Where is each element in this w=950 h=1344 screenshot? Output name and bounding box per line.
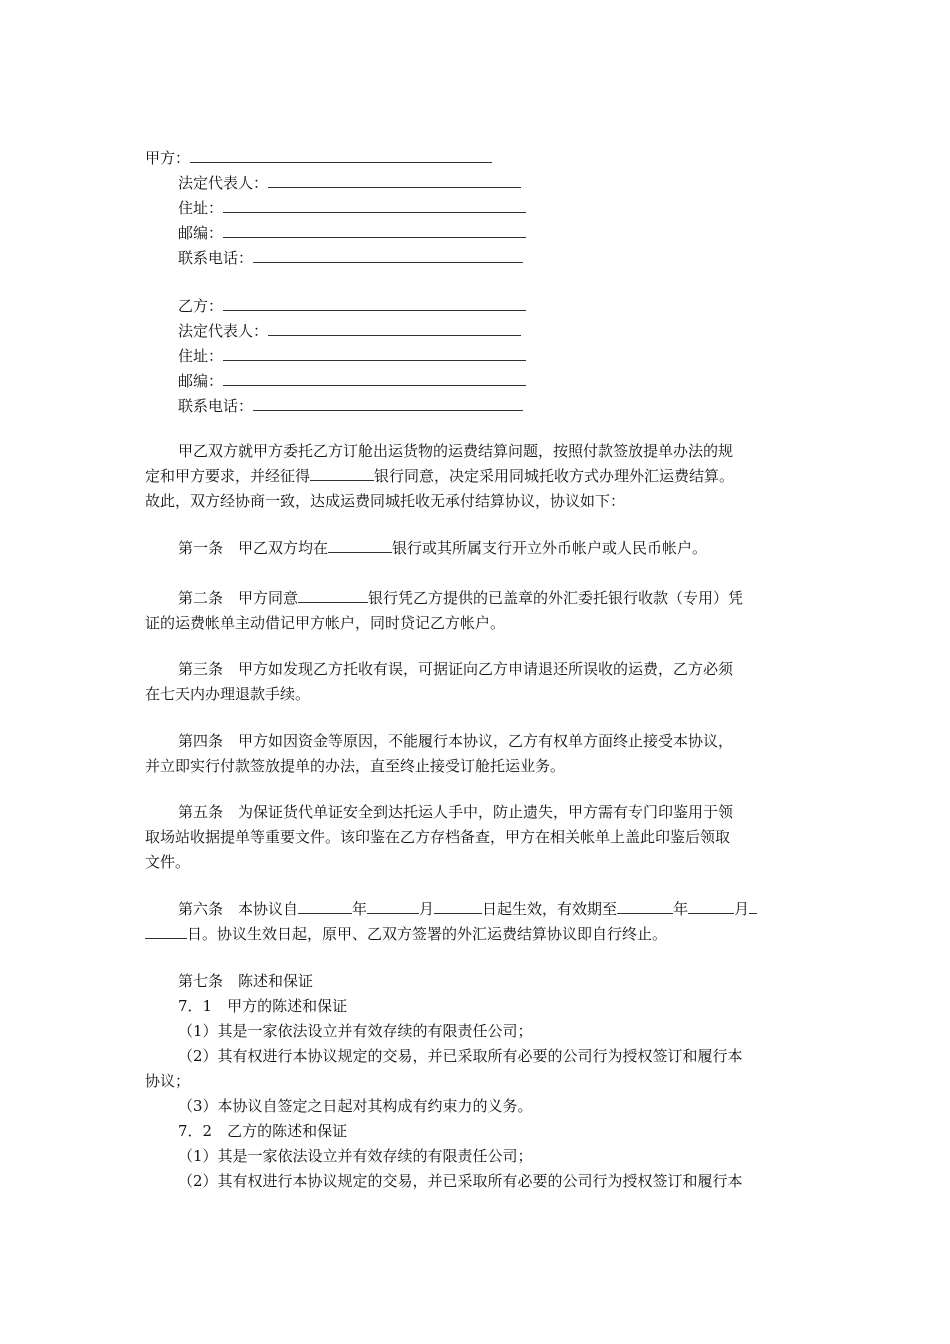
section-7-2-item-2: （2）其有权进行本协议规定的交易，并已采取所有必要的公司行为授权签订和履行本 <box>178 1172 743 1190</box>
party-a-addr-line <box>178 198 526 218</box>
article-2-line-2: 证的运费帐单主动借记甲方帐户，同时贷记乙方帐户。 <box>145 614 506 632</box>
section-7-1-item-2-cont: 协议； <box>145 1072 191 1090</box>
article-2-line-1: 第二条 甲方同意 银行凭乙方提供的已盖章的外汇委托银行收款（专用）凭 <box>178 589 744 607</box>
party-b-line <box>178 296 526 316</box>
party-a-zip-label: 邮编： <box>178 224 224 242</box>
article-6-line-1: 第六条 本协议自 年 月 日起生效，有效期至 年 月 <box>178 899 757 919</box>
party-a-label: 甲方： <box>145 149 191 167</box>
party-a-zip-line <box>178 223 526 243</box>
preamble-line-3: 故此，双方经协商一致，达成运费同城托收无承付结算协议，协议如下： <box>145 492 626 510</box>
section-7-2-item-1: （1）其是一家依法设立并有效存续的有限责任公司； <box>178 1147 533 1165</box>
article-4-line-2: 并立即实行付款签放提单的办法，直至终止接受订舱托运业务。 <box>145 757 566 775</box>
article-3-line-2: 在七天内办理退款手续。 <box>145 685 311 703</box>
party-b-phone-blank[interactable] <box>253 396 523 411</box>
party-a-addr-label: 住址： <box>178 199 224 217</box>
party-b-rep-label: 法定代表人： <box>178 322 269 340</box>
party-a-phone-blank[interactable] <box>253 248 523 263</box>
start-year-blank[interactable] <box>298 899 352 914</box>
start-day-blank[interactable] <box>434 899 482 914</box>
party-b-addr-blank[interactable] <box>223 346 526 361</box>
party-b-phone-label: 联系电话： <box>178 397 254 415</box>
end-year-blank[interactable] <box>617 899 673 914</box>
article-6-line-2: 日。协议生效日起，原甲、乙双方签署的外汇运费结算协议即自行终止。 <box>145 924 667 944</box>
party-a-rep-blank[interactable] <box>268 173 521 188</box>
party-a-addr-blank[interactable] <box>223 198 526 213</box>
party-b-zip-label: 邮编： <box>178 372 224 390</box>
article-7-title: 第七条 陈述和保证 <box>178 972 314 990</box>
article-1: 第一条 甲乙双方均在 银行或其所属支行开立外币帐户或人民币帐户。 <box>178 539 708 557</box>
party-b-rep-blank[interactable] <box>268 321 521 336</box>
party-b-addr-label: 住址： <box>178 347 224 365</box>
end-month-blank[interactable] <box>688 899 734 914</box>
party-a-phone-label: 联系电话： <box>178 249 254 267</box>
section-7-1-item-3: （3）本协议自签定之日起对其构成有约束力的义务。 <box>178 1097 533 1115</box>
article-5-line-2: 取场站收据提单等重要文件。该印鉴在乙方存档备查，甲方在相关帐单上盖此印鉴后领取 <box>145 828 731 846</box>
end-day-blank-start[interactable] <box>749 899 757 914</box>
party-a-rep-label: 法定代表人： <box>178 174 269 192</box>
party-a-line <box>145 148 492 168</box>
end-day-blank[interactable] <box>145 924 187 939</box>
article-3-line-1: 第三条 甲方如发现乙方托收有误，可据证向乙方申请退还所误收的运费，乙方必须 <box>178 660 734 678</box>
party-b-blank[interactable] <box>223 296 526 311</box>
section-7-1-item-1: （1）其是一家依法设立并有效存续的有限责任公司； <box>178 1022 533 1040</box>
party-b-phone-line <box>178 396 523 416</box>
party-a-phone-line <box>178 248 523 268</box>
section-7-2-title: 7．2 乙方的陈述和保证 <box>178 1122 348 1140</box>
party-b-rep-line <box>178 321 521 341</box>
bank-blank-1[interactable] <box>310 466 374 481</box>
bank-blank-3[interactable] <box>298 588 368 603</box>
party-a-rep-line <box>178 173 521 193</box>
party-b-label: 乙方： <box>178 297 224 315</box>
section-7-1-title: 7．1 甲方的陈述和保证 <box>178 997 348 1015</box>
start-month-blank[interactable] <box>367 899 419 914</box>
bank-blank-2[interactable] <box>328 538 392 553</box>
party-b-addr-line <box>178 346 526 366</box>
party-b-zip-blank[interactable] <box>223 371 526 386</box>
party-a-zip-blank[interactable] <box>223 223 526 238</box>
party-a-blank[interactable] <box>190 148 492 163</box>
article-5-line-1: 第五条 为保证货代单证安全到达托运人手中，防止遗失，甲方需有专门印鉴用于领 <box>178 803 734 821</box>
article-5-line-3: 文件。 <box>145 853 191 871</box>
preamble-line-1: 甲乙双方就甲方委托乙方订舱出运货物的运费结算问题，按照付款签放提单办法的规 <box>178 442 734 460</box>
preamble-line-2: 定和甲方要求，并经征得 银行同意，决定采用同城托收方式办理外汇运费结算。 <box>145 467 735 485</box>
party-b-zip-line <box>178 371 526 391</box>
section-7-1-item-2: （2）其有权进行本协议规定的交易，并已采取所有必要的公司行为授权签订和履行本 <box>178 1047 743 1065</box>
article-4-line-1: 第四条 甲方如因资金等原因，不能履行本协议，乙方有权单方面终止接受本协议， <box>178 732 734 750</box>
